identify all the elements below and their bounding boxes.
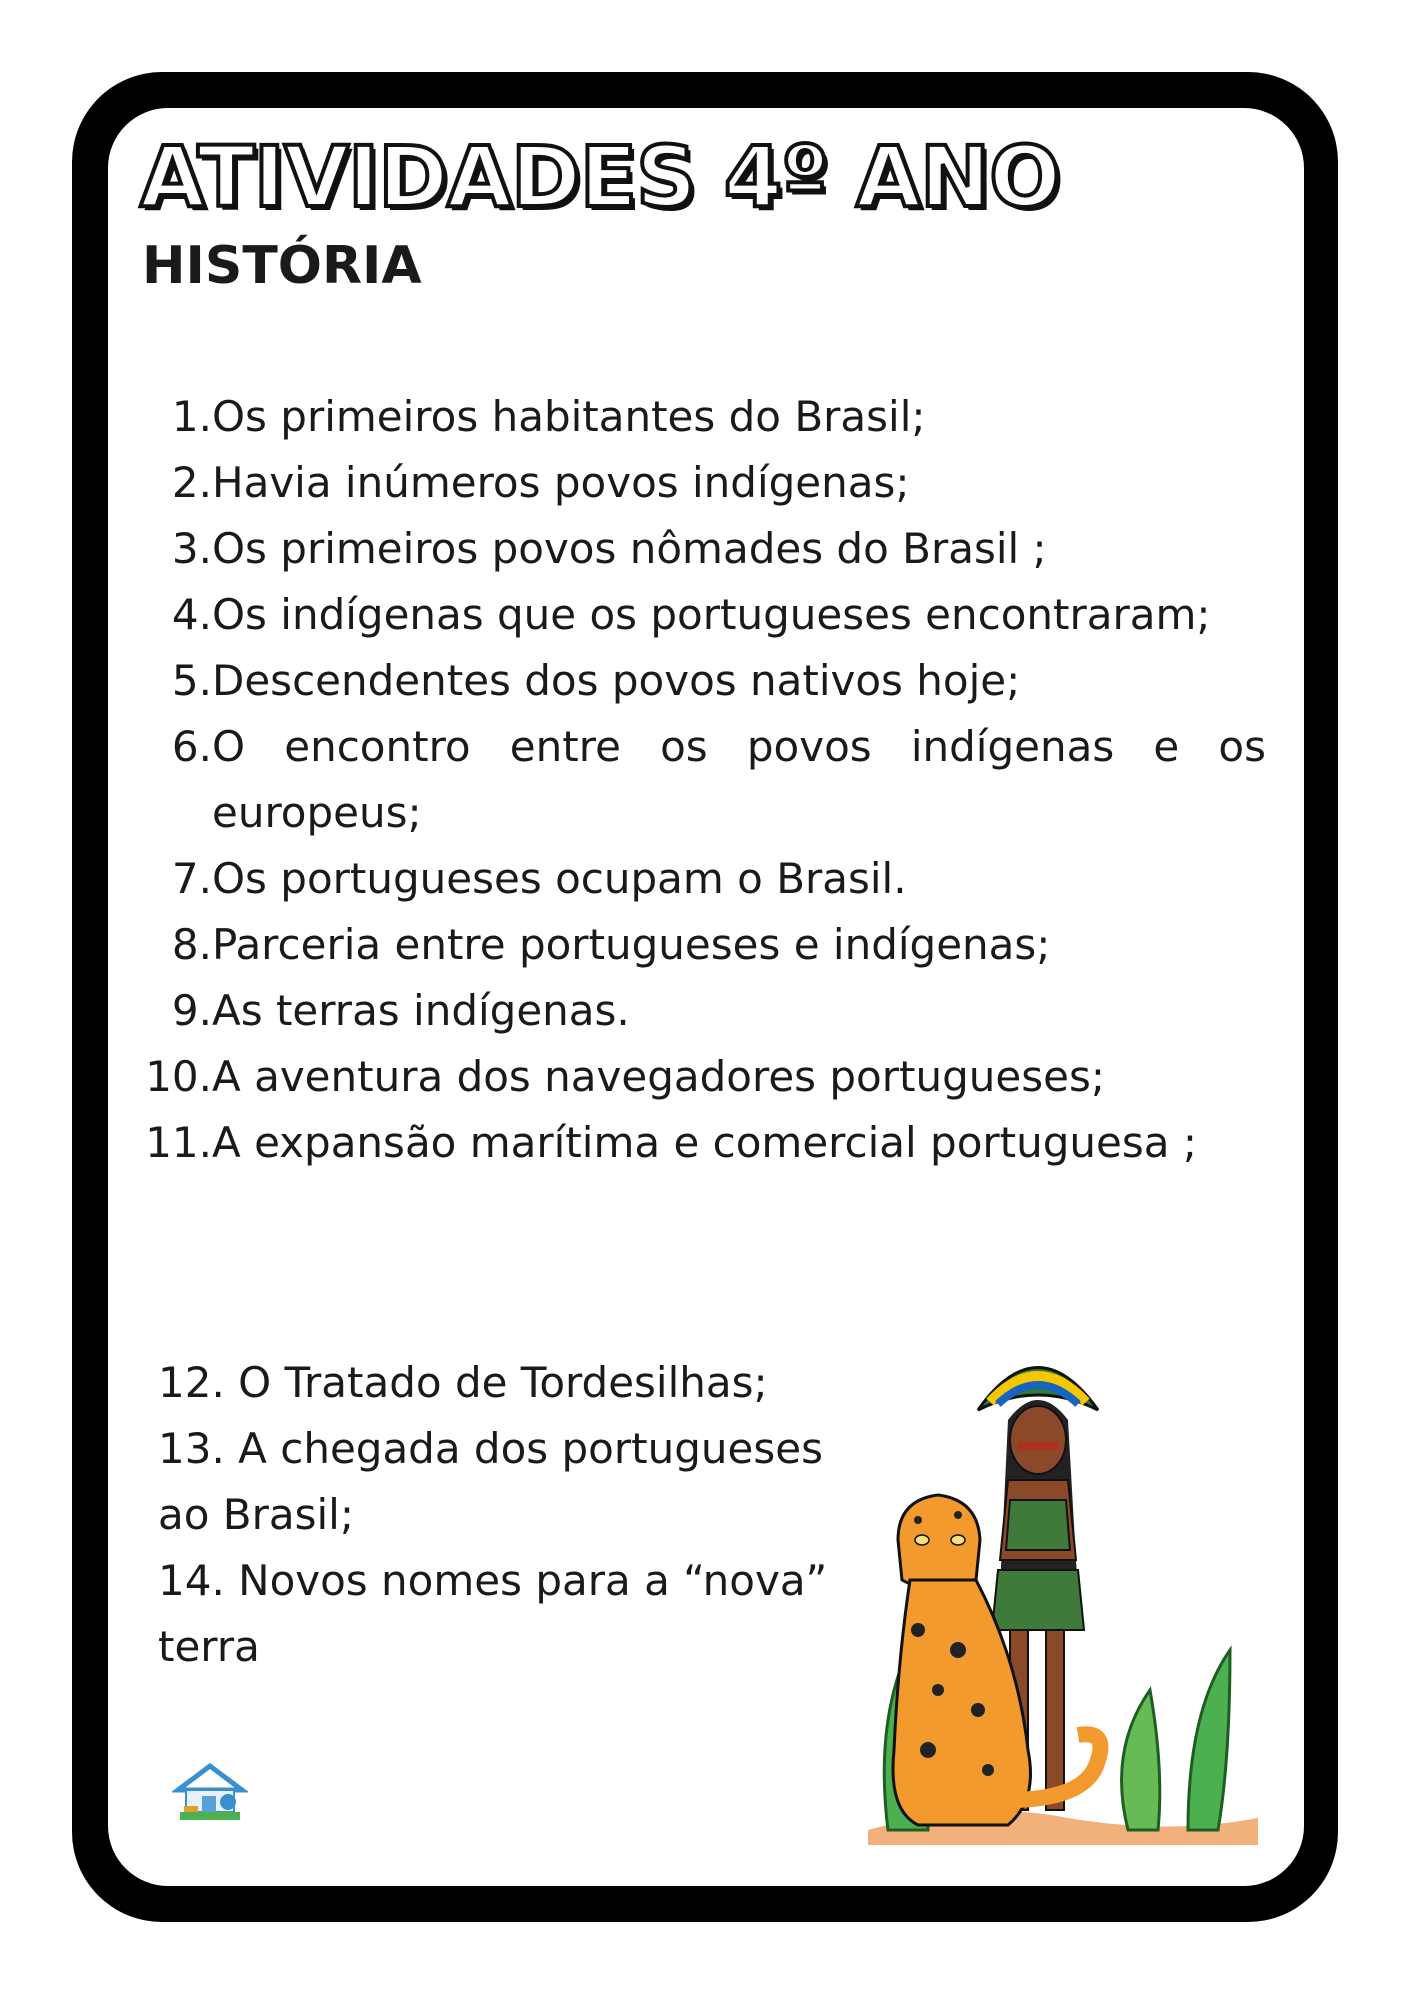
item-text: A expansão marítima e comercial portuguesa ; <box>212 1118 1197 1167</box>
item-number: 4. <box>171 590 212 639</box>
list-item <box>140 846 1266 912</box>
item-text: Os primeiros povos nômades do Brasil ; <box>212 524 1047 573</box>
school-house-logo-icon <box>172 1760 248 1826</box>
list-item <box>140 648 1266 714</box>
list-item <box>140 912 1266 978</box>
item-text: Havia inúmeros povos indígenas; <box>212 458 910 507</box>
item-text: Os primeiros habitantes do Brasil; <box>212 392 926 441</box>
extra-item: 12. O Tratado de Tordesilhas; <box>158 1358 768 1407</box>
page-subtitle: HISTÓRIA <box>142 236 422 296</box>
item-number: 1. <box>171 392 212 441</box>
item-number: 5. <box>171 656 212 705</box>
item-text: As terras indígenas. <box>212 986 630 1035</box>
item-text: Os portugueses ocupam o Brasil. <box>212 854 907 903</box>
list-item <box>140 1110 1266 1176</box>
item-number: 9. <box>171 986 212 1035</box>
page-title: ATIVIDADES 4º ANO <box>140 128 1060 226</box>
topic-list <box>140 384 1266 1176</box>
jaguar-and-indigenous-girl-illustration <box>858 1330 1268 1850</box>
list-item <box>140 384 1266 450</box>
item-number: 7. <box>171 854 212 903</box>
item-text: Os indígenas que os portugueses encontraram; <box>212 590 1211 639</box>
item-number: 3. <box>171 524 212 573</box>
item-text: O encontro entre os povos indígenas e os europeus; <box>212 722 1266 837</box>
extra-item: 14. Novos nomes para a “nova” terra <box>158 1556 828 1671</box>
item-text: A aventura dos navegadores portugueses; <box>212 1052 1105 1101</box>
item-number: 6. <box>171 722 212 771</box>
list-item <box>140 978 1266 1044</box>
item-number: 8. <box>171 920 212 969</box>
list-item <box>140 450 1266 516</box>
item-number: 2. <box>171 458 212 507</box>
list-item <box>140 582 1266 648</box>
item-text: Descendentes dos povos nativos hoje; <box>212 656 1021 705</box>
list-item <box>140 516 1266 582</box>
item-number: 11. <box>145 1118 212 1167</box>
list-item <box>140 714 1266 846</box>
list-item <box>140 1044 1266 1110</box>
item-number: 10. <box>145 1052 212 1101</box>
extra-item: 13. A chegada dos portugueses ao Brasil; <box>158 1424 823 1539</box>
extra-topics <box>158 1350 878 1680</box>
item-text: Parceria entre portugueses e indígenas; <box>212 920 1051 969</box>
